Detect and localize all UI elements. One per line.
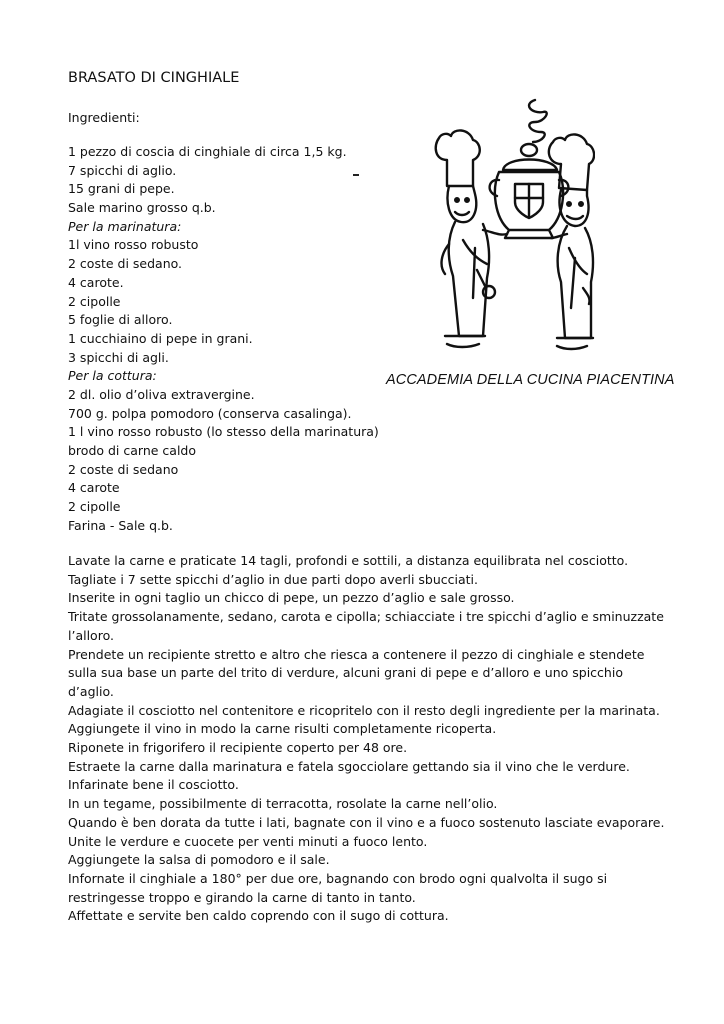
instruction-step: Estraete la carne dalla marinatura e fatela sgocciolare gettando sia il vino che le verdure.: [68, 758, 630, 774]
two-chefs-carrying-soup-pot-icon: [425, 98, 595, 356]
instruction-step: Infornate il cinghiale a 180° per due ore, bagnando con brodo ogni qualvolta il sugo si restringesse troppo e girando la carne di tanto in tanto.: [68, 870, 608, 905]
ingredient-item: brodo di carne caldo: [68, 443, 197, 458]
ingredient-item: 1 pezzo di coscia di cinghiale di circa 1,5 kg.: [68, 144, 347, 159]
ingredient-item: 4 carote.: [68, 274, 124, 290]
stray-mark: [353, 174, 359, 176]
ingredient-item: 2 cipolle: [68, 293, 121, 309]
instruction-step: Affettate e servite ben caldo coprendo con il sugo di cottura.: [68, 908, 449, 924]
ingredient-item: 2 coste di sedano.: [68, 256, 183, 272]
ingredient-item: 7 spicchi di aglio.: [68, 162, 177, 178]
instructions-list: [68, 552, 668, 926]
instruction-step: Inserite in ogni taglio un chicco di pepe, un pezzo d’aglio e sale grosso.: [68, 590, 515, 606]
academy-caption: ACCADEMIA DELLA CUCINA PIACENTINA: [386, 372, 675, 388]
instruction-step: Tritate grossolanamente, sedano, carota e cipolla; schiacciate i tre spicchi d’aglio e sminuzzate l’alloro.: [68, 609, 664, 643]
ingredient-item: 2 coste di sedano: [68, 461, 179, 477]
recipe-title: BRASATO DI CINGHIALE: [68, 70, 240, 86]
instruction-step: Aggiungete il vino in modo la carne risulti completamente ricoperta.: [68, 721, 497, 737]
ingredient-item: 4 carote: [68, 480, 120, 496]
ingredient-item: 5 foglie di alloro.: [68, 312, 173, 328]
ingredient-item: Sale marino grosso q.b.: [68, 200, 216, 216]
instruction-step: Tagliate i 7 sette spicchi d’aglio in due parti dopo averli sbucciati.: [68, 571, 478, 587]
ingredients-heading: Ingredienti:: [68, 110, 140, 125]
ingredients-list: [68, 143, 379, 535]
ingredient-item: 1 cucchiaino di pepe in grani.: [68, 330, 253, 346]
ingredients-subheading: Per la cottura:: [68, 368, 157, 384]
instruction-step: Quando è ben dorata da tutte i lati, bagnate con il vino e a fuoco sostenuto lasciate evaporare.: [68, 814, 665, 830]
instruction-step: In un tegame, possibilmente di terracotta, rosolate la carne nell’olio.: [68, 796, 498, 812]
ingredient-item: 2 cipolle: [68, 499, 121, 515]
instruction-step: Lavate la carne e praticate 14 tagli, profondi e sottili, a distanza equilibrata nel cosciotto.: [68, 553, 629, 568]
instruction-step: Prendete un recipiente stretto e altro che riesca a contenere il pezzo di cinghiale e stendete sulla sua base un parte del trito di verdure, alcuni grani di pepe e d’alloro e uno spicchio d’aglio.: [68, 646, 645, 699]
ingredient-item: 700 g. polpa pomodoro (conserva casalinga).: [68, 405, 352, 421]
ingredient-item: 2 dl. olio d’oliva extravergine.: [68, 386, 255, 402]
ingredient-item: 1 l vino rosso robusto (lo stesso della marinatura): [68, 424, 379, 440]
ingredient-item: 3 spicchi di agli.: [68, 349, 169, 365]
ingredients-subheading: Per la marinatura:: [68, 218, 182, 234]
instruction-step: Riponete in frigorifero il recipiente coperto per 48 ore.: [68, 740, 408, 756]
ingredient-item: 15 grani di pepe.: [68, 181, 175, 197]
ingredient-item: 1l vino rosso robusto: [68, 237, 199, 253]
instruction-step: Unite le verdure e cuocete per venti minuti a fuoco lento.: [68, 833, 428, 849]
instruction-step: Adagiate il cosciotto nel contenitore e ricopritelo con il resto degli ingrediente per la marinata.: [68, 702, 660, 718]
instruction-step: Aggiungete la salsa di pomodoro e il sale.: [68, 852, 330, 868]
instruction-step: Infarinate bene il cosciotto.: [68, 777, 239, 793]
ingredient-item: Farina - Sale q.b.: [68, 517, 173, 533]
